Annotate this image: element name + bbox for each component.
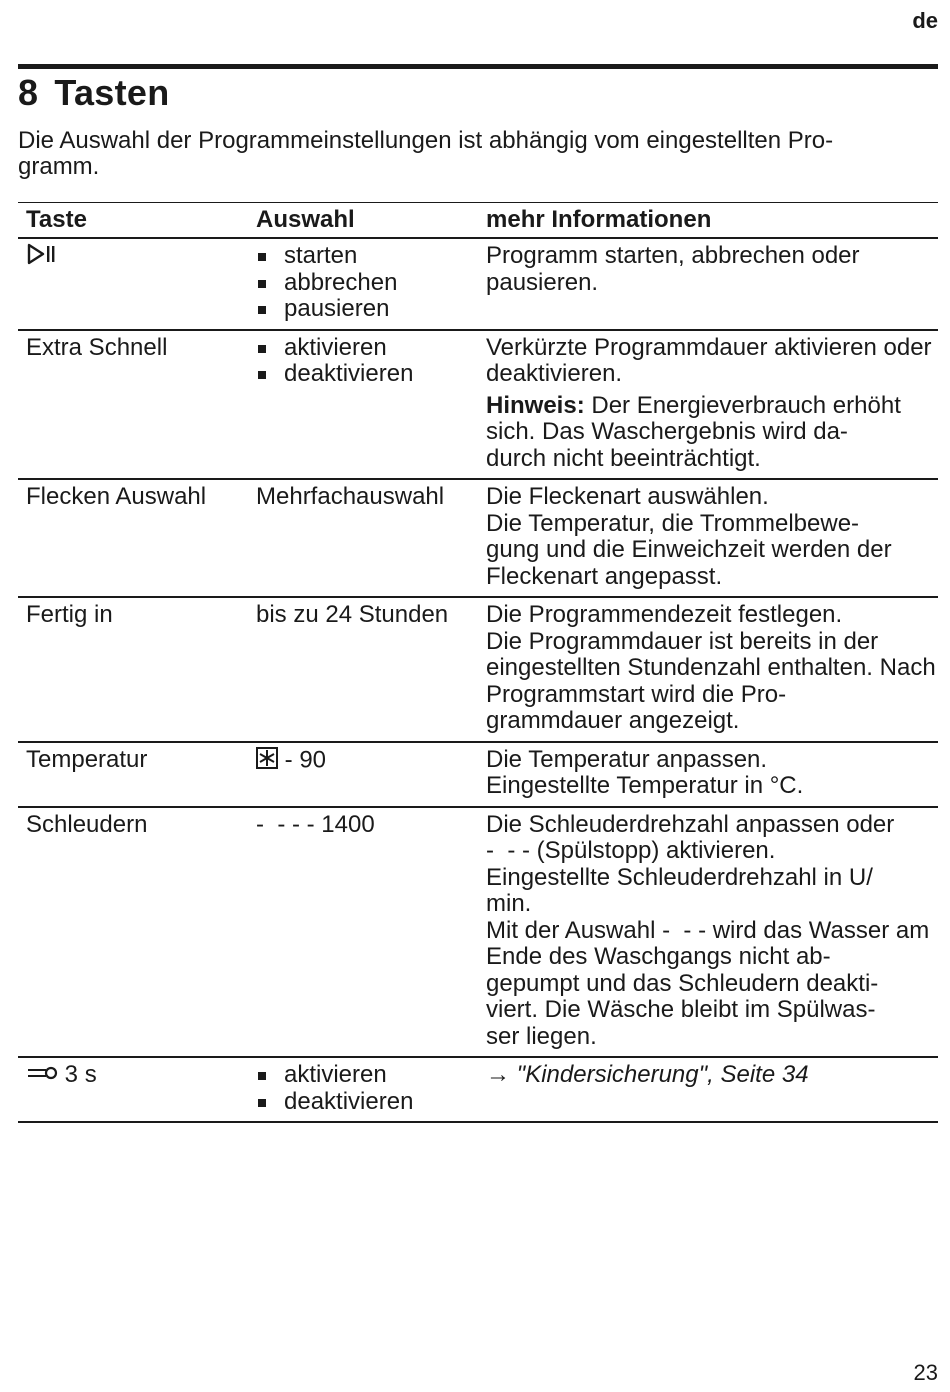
- xref-link-kindersicherung[interactable]: "Kindersicherung", Seite 34: [516, 1061, 809, 1088]
- key-lock-icon: [26, 1062, 58, 1089]
- page-number: 23: [913, 1360, 938, 1385]
- table-header-row: [18, 203, 938, 239]
- note-text: Der Energieverbrauch erhöht sich. Das Waschergebnis wird da- durch nicht beeinträchtigt.: [486, 391, 901, 472]
- table-row-fertig-in: [18, 598, 938, 743]
- option-list: [256, 335, 478, 388]
- cold-snowflake-icon: [256, 747, 278, 776]
- header-auswahl: Auswahl: [256, 206, 355, 233]
- info-cell: [478, 331, 938, 479]
- info-text: Verkürzte Programmdauer aktivieren oder deaktivieren.: [486, 333, 932, 387]
- header-rule: [18, 64, 938, 69]
- option-item: deaktivieren: [256, 361, 478, 388]
- buttons-table: [18, 202, 938, 1123]
- selection-cell: [248, 743, 478, 806]
- table-row-schleudern: [18, 808, 938, 1059]
- info-cell: Die Fleckenart auswählen. Die Temperatur, die Trommelbewe- gung und die Einweichzeit werden der Fleckenart angepasst.: [486, 483, 892, 590]
- section-heading: [18, 72, 170, 114]
- xref-arrow: →: [486, 1061, 510, 1088]
- option-item: deaktivieren: [256, 1089, 478, 1116]
- intro-line-1: Die Auswahl der Programmeinstellungen ist abhängig vom eingestellten Pro-: [18, 127, 834, 154]
- key-cell: Flecken Auswahl: [26, 483, 207, 510]
- options-cell: [248, 239, 478, 329]
- key-cell: Temperatur: [26, 745, 148, 773]
- selection-cell: Mehrfachauswahl: [256, 483, 445, 510]
- options-cell: [248, 331, 478, 479]
- key-cell: Extra Schnell: [26, 333, 168, 361]
- header-taste: Taste: [26, 206, 87, 233]
- option-list: [256, 1062, 478, 1115]
- play-pause-icon: [26, 243, 58, 272]
- info-cell: Programm starten, abbrechen oder pausieren.: [486, 242, 860, 296]
- option-item: aktivieren: [256, 1062, 478, 1089]
- key-cell: Schleudern: [26, 810, 148, 838]
- option-item: aktivieren: [256, 335, 478, 362]
- option-list: [256, 243, 478, 323]
- key-duration: 3 s: [64, 1061, 97, 1088]
- section-title: Tasten: [54, 72, 170, 113]
- option-item: abbrechen: [256, 270, 478, 297]
- option-item: starten: [256, 243, 478, 270]
- info-cell: Die Temperatur anpassen. Eingestellte Temperatur in °C.: [486, 745, 804, 799]
- temperature-range: - 90: [278, 746, 327, 774]
- intro-text: [18, 128, 918, 180]
- note-paragraph: [486, 393, 938, 473]
- info-cell: [478, 1058, 938, 1121]
- note-label: Hinweis:: [486, 391, 585, 419]
- info-cell: Die Schleuderdrehzahl anpassen oder - - - (Spülstopp) aktivieren. Eingestellte Schleuderdrehzahl in U/ min. Mit der Auswahl - - - wird das Wasser am Ende des Waschgangs nicht ab- gepumpt und das Schleudern deakti- viert. Die Wäsche bleibt im Spülwas- ser liegen.: [486, 810, 936, 1050]
- intro-line-2: gramm.: [18, 153, 100, 180]
- table-row-flecken-auswahl: [18, 480, 938, 598]
- table-row-extra-schnell: [18, 331, 938, 481]
- language-tag: de: [912, 8, 938, 33]
- selection-cell: - - - - 1400: [256, 810, 375, 838]
- header-info: mehr Informationen: [486, 206, 712, 233]
- table-row-kindersicherung: [18, 1058, 938, 1123]
- key-cell: Fertig in: [26, 601, 113, 628]
- options-cell: [248, 1058, 478, 1121]
- selection-cell: bis zu 24 Stunden: [256, 601, 449, 628]
- key-cell: [18, 1058, 248, 1121]
- key-cell: [18, 239, 248, 329]
- table-row-temperatur: [18, 743, 938, 808]
- table-row-start-pause: [18, 239, 938, 331]
- info-cell: Die Programmendezeit festlegen. Die Programmdauer ist bereits in der eingestellten Stundenzahl enthalten. Nach Programmstart wird die Pro- grammdauer angezeigt.: [486, 601, 936, 734]
- section-number: 8: [18, 72, 39, 113]
- option-item: pausieren: [256, 296, 478, 323]
